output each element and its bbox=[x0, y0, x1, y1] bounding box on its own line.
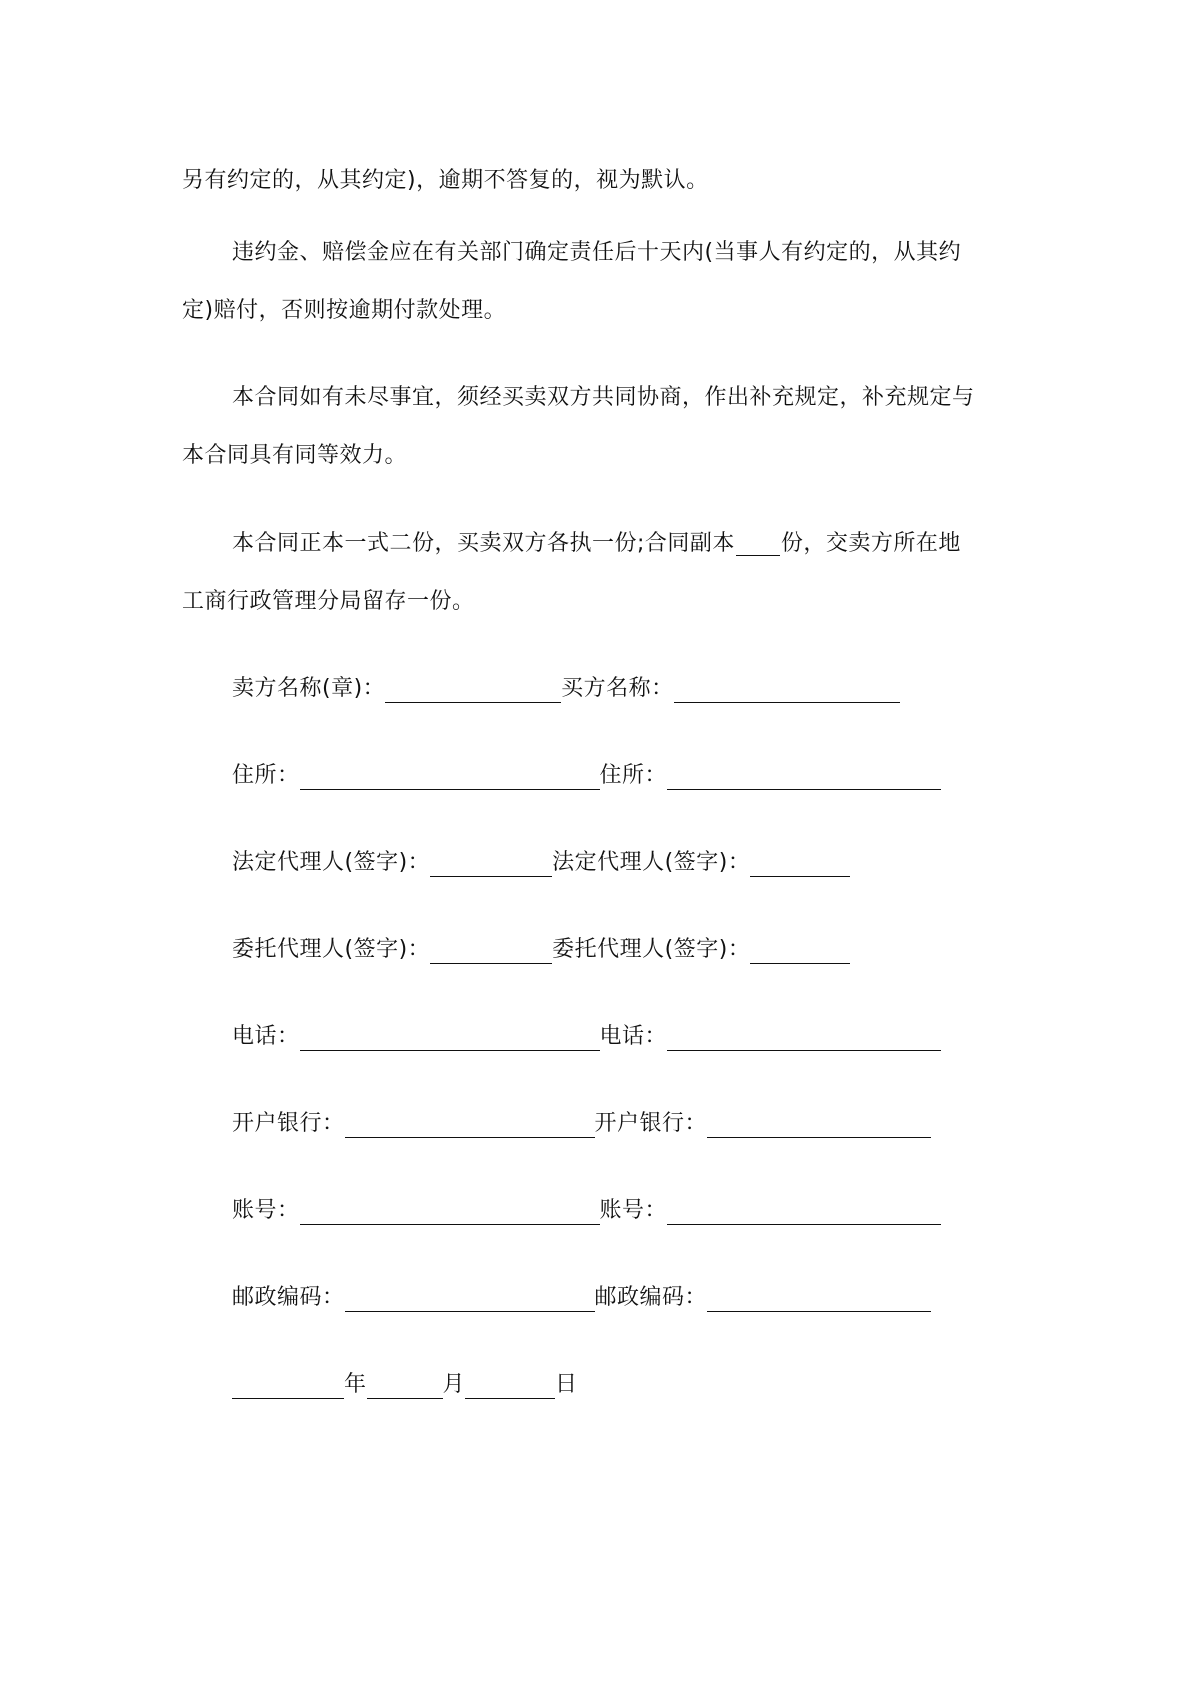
paragraph-supplement-line-2: 本合同具有同等效力。 bbox=[182, 443, 408, 468]
paragraph-copies-line-1 bbox=[232, 527, 961, 561]
buyer-name-label: 买方名称： bbox=[561, 676, 674, 701]
month-field[interactable] bbox=[367, 1370, 443, 1399]
signature-row-address bbox=[232, 759, 941, 793]
copies-count-blank[interactable] bbox=[736, 531, 780, 556]
paragraph-penalty-line-1: 违约金、赔偿金应在有关部门确定责任后十天内(当事人有约定的，从其约 bbox=[232, 240, 962, 265]
seller-bank-field[interactable] bbox=[345, 1109, 595, 1138]
buyer-account-label: 账号： bbox=[599, 1198, 668, 1223]
signature-row-agent bbox=[232, 933, 850, 967]
month-label: 月 bbox=[442, 1372, 466, 1397]
paragraph-supplement-line-1: 本合同如有未尽事宜，须经买卖双方共同协商，作出补充规定，补充规定与 bbox=[232, 385, 975, 410]
signature-row-phone bbox=[232, 1020, 941, 1054]
buyer-postcode-field[interactable] bbox=[707, 1283, 931, 1312]
seller-postcode-field[interactable] bbox=[345, 1283, 595, 1312]
seller-legal-rep-label: 法定代理人(签字)： bbox=[232, 850, 431, 875]
buyer-legal-rep-field[interactable] bbox=[750, 848, 850, 877]
copies-text-before: 本合同正本一式二份，买卖双方各执一份;合同副本 bbox=[232, 531, 735, 556]
buyer-bank-label: 开户银行： bbox=[594, 1111, 708, 1136]
buyer-agent-label: 委托代理人(签字)： bbox=[552, 937, 751, 962]
seller-agent-label: 委托代理人(签字)： bbox=[232, 937, 431, 962]
seller-name-field[interactable] bbox=[385, 674, 561, 703]
seller-legal-rep-field[interactable] bbox=[430, 848, 552, 877]
seller-address-field[interactable] bbox=[300, 761, 600, 790]
copies-text-after: 份，交卖方所在地 bbox=[780, 531, 961, 556]
buyer-address-label: 住所： bbox=[599, 763, 668, 788]
buyer-agent-field[interactable] bbox=[750, 935, 850, 964]
seller-account-label: 账号： bbox=[232, 1198, 300, 1223]
buyer-name-field[interactable] bbox=[674, 674, 900, 703]
signature-row-name bbox=[232, 672, 900, 706]
paragraph-penalty-line-2: 定)赔付，否则按逾期付款处理。 bbox=[182, 298, 507, 323]
day-field[interactable] bbox=[465, 1370, 555, 1399]
seller-address-label: 住所： bbox=[232, 763, 300, 788]
buyer-address-field[interactable] bbox=[667, 761, 941, 790]
seller-phone-field[interactable] bbox=[300, 1022, 600, 1051]
day-label: 日 bbox=[555, 1372, 578, 1397]
signature-date-row bbox=[232, 1368, 578, 1402]
seller-bank-label: 开户银行： bbox=[232, 1111, 345, 1136]
signature-row-postcode bbox=[232, 1281, 931, 1315]
seller-agent-field[interactable] bbox=[430, 935, 552, 964]
seller-postcode-label: 邮政编码： bbox=[232, 1285, 345, 1310]
buyer-phone-label: 电话： bbox=[599, 1024, 668, 1049]
seller-account-field[interactable] bbox=[300, 1196, 600, 1225]
seller-phone-label: 电话： bbox=[232, 1024, 300, 1049]
buyer-legal-rep-label: 法定代理人(签字)： bbox=[552, 850, 751, 875]
paragraph-copies-line-2: 工商行政管理分局留存一份。 bbox=[182, 589, 475, 614]
year-label: 年 bbox=[344, 1372, 367, 1397]
signature-row-legal-rep bbox=[232, 846, 850, 880]
buyer-phone-field[interactable] bbox=[667, 1022, 941, 1051]
seller-name-label: 卖方名称(章)： bbox=[232, 676, 386, 701]
year-field[interactable] bbox=[232, 1370, 344, 1399]
signature-row-bank bbox=[232, 1107, 931, 1141]
buyer-bank-field[interactable] bbox=[707, 1109, 931, 1138]
buyer-account-field[interactable] bbox=[667, 1196, 941, 1225]
paragraph-continuation: 另有约定的，从其约定)，逾期不答复的，视为默认。 bbox=[182, 168, 709, 193]
signature-row-account bbox=[232, 1194, 941, 1228]
buyer-postcode-label: 邮政编码： bbox=[594, 1285, 708, 1310]
